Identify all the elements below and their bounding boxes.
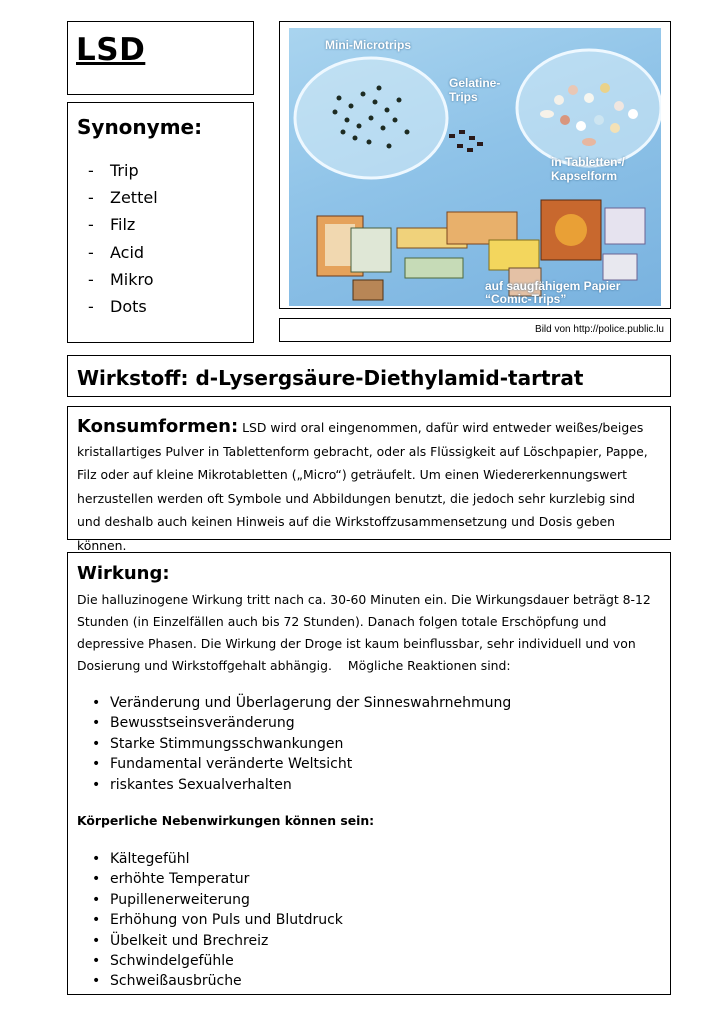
label-tablet-1: in Tabletten-/ — [551, 155, 625, 169]
wirkung-heading: Wirkung: — [77, 563, 170, 584]
konsumformen-paragraph — [77, 415, 661, 557]
list-item: • Bewusstseinsveränderung — [92, 715, 295, 732]
list-item: • Starke Stimmungsschwankungen — [92, 735, 344, 752]
konsumformen-box — [67, 406, 671, 553]
label-gelatine-1: Gelatine- — [449, 76, 501, 90]
list-item: • riskantes Sexualverhalten — [92, 776, 292, 793]
reactions-list — [80, 693, 511, 795]
wirkung-text: Die halluzinogene Wirkung tritt nach ca. 30-60 Minuten ein. Die Wirkungsdauer beträgt 8-12 Stunden (in Einzelfällen auch bis 72 Stunden). Danach folgen totale Erschöpfung und depressive Phasen. Die Wirkung der Droge ist kaum beinflussbar, sehr individuell und von Dosierung und Wirkstoffgehalt abhängig. — [77, 592, 651, 673]
list-item: • erhöhte Temperatur — [92, 871, 250, 888]
synonyms-box — [67, 102, 254, 343]
list-item: • Erhöhung von Puls und Blutdruck — [92, 912, 343, 929]
list-item: • Schwindelgefühle — [92, 952, 234, 969]
list-item: • Schweißausbrüche — [92, 973, 242, 990]
side-effects-heading: Körperliche Nebenwirkungen können sein: — [77, 813, 375, 828]
synonym-item: - Zettel — [88, 188, 158, 208]
synonym-item: - Filz — [88, 215, 136, 235]
list-item: • Übelkeit und Brechreiz — [92, 932, 269, 949]
reactions-intro: Mögliche Reaktionen sind: — [347, 658, 511, 673]
label-gelatine-2: Trips — [449, 90, 478, 104]
list-item: • Veränderung und Überlagerung der Sinneswahrnehmung — [92, 695, 512, 711]
wirkung-box — [67, 552, 671, 995]
synonym-item: - Mikro — [88, 269, 154, 289]
title-box — [67, 21, 254, 95]
photo-caption-box — [279, 318, 671, 342]
side-effects-list — [80, 849, 343, 992]
list-item: • Pupillenerweiterung — [92, 891, 250, 908]
konsumformen-text: LSD wird oral eingenommen, dafür wird entweder weißes/beiges kristallartiges Pulver in Tablettenform gebracht, oder als Flüssigkeit auf Löschpapier, Pappe, Filz oder auf kleine Mikrotabletten („Micro“) geträufelt. Um einen Wiedererkennungswert herzustellen werden oft Symbole und Abbildungen benutzt, die jedoch sehr kurzlebig sind und deshalb auch keinen Hinweis auf die Wirkstoffzusammensetzung und Dosis geben können. — [77, 420, 648, 553]
page-title: LSD — [76, 32, 146, 68]
synonym-item: - Acid — [88, 242, 145, 262]
synonym-item: - Trip — [88, 161, 139, 180]
konsumformen-heading: Konsumformen: — [77, 416, 239, 437]
synonyms-list — [88, 157, 158, 320]
wirkstoff-heading: Wirkstoff: d-Lysergsäure-Diethylamid-tartrat — [77, 366, 584, 390]
label-mini-microtrips: Mini-Microtrips — [325, 38, 411, 52]
list-item: • Fundamental veränderte Weltsicht — [92, 756, 353, 773]
lsd-forms-photo — [289, 28, 661, 306]
label-paper-1: auf saugfähigem Papier — [485, 279, 621, 293]
list-item: • Kältegefühl — [92, 851, 190, 867]
label-paper-2: “Comic-Trips” — [485, 292, 567, 306]
synonym-item: - Dots — [88, 296, 147, 316]
label-tablet-2: Kapselform — [551, 169, 618, 183]
wirkstoff-box — [67, 355, 671, 397]
photo-frame — [279, 21, 671, 309]
photo-caption: Bild von http://police.public.lu — [535, 324, 664, 335]
synonyms-heading: Synonyme: — [77, 115, 203, 139]
wirkung-paragraph — [77, 589, 663, 677]
